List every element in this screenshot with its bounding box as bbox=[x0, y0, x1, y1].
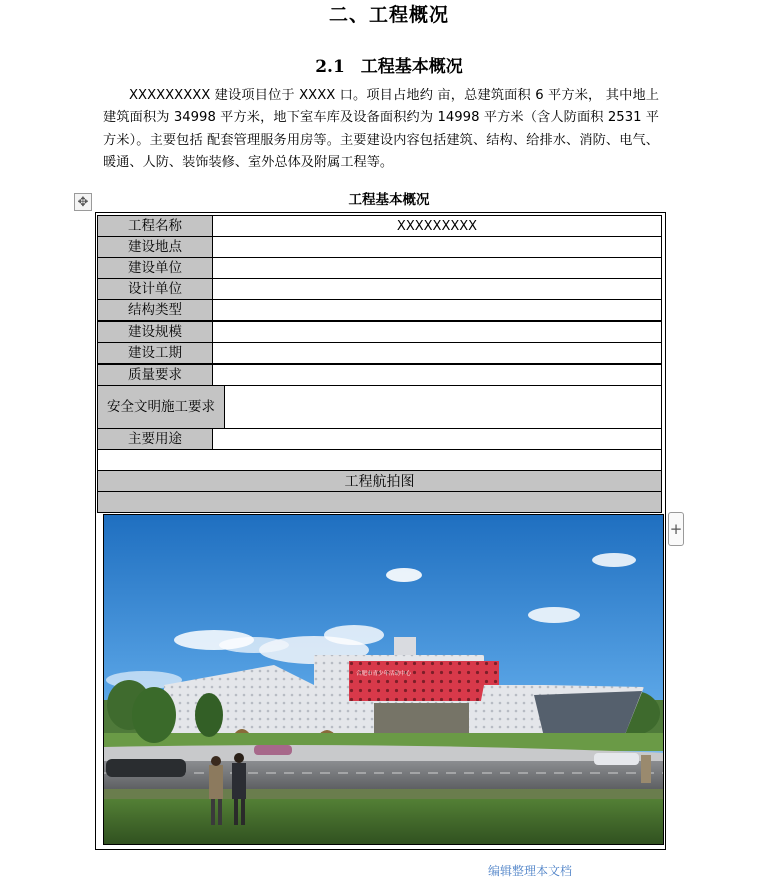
row-label: 建设地点 bbox=[98, 237, 213, 257]
table-row bbox=[97, 321, 662, 343]
table-row bbox=[97, 215, 662, 237]
row-value[interactable] bbox=[213, 322, 661, 342]
section-heading: 二、工程概况 bbox=[328, 4, 449, 26]
overview-paragraph: XXXXXXXXX 建设项目位于 XXXX 口。项目占地约 亩，总建筑面积 6 平方米， 其中地上建筑面积为 34998 平方米，地下室车库及设备面积约为 14998 平方米（含人防面积 2531 平方米）。主要包括 配套管理服务用房等。主要建设内容包括建筑、结构、给排水、消防、电气、暖通、人防、装饰装修、室外总体及附属工程等。 bbox=[103, 88, 659, 170]
row-value[interactable] bbox=[213, 343, 661, 363]
add-row-icon[interactable]: + bbox=[668, 512, 684, 546]
table-row bbox=[97, 236, 662, 258]
table-row bbox=[97, 385, 662, 429]
row-label: 建设工期 bbox=[98, 343, 213, 363]
aerial-title: 工程航拍图 bbox=[344, 474, 415, 490]
table-row bbox=[97, 342, 662, 364]
aerial-title-row bbox=[97, 470, 662, 492]
row-value[interactable] bbox=[213, 279, 661, 299]
row-value[interactable]: XXXXXXXXX bbox=[396, 218, 478, 234]
table-caption: 工程基本概况 bbox=[348, 192, 430, 208]
subsection-title: 工程基本概况 bbox=[360, 57, 463, 77]
row-value[interactable] bbox=[213, 300, 661, 320]
gray-spacer-row bbox=[97, 491, 662, 513]
aerial-rendering-image bbox=[103, 514, 664, 845]
row-label: 结构类型 bbox=[98, 300, 213, 320]
row-value[interactable] bbox=[213, 429, 661, 449]
row-label: 建设规模 bbox=[98, 322, 213, 342]
table-row bbox=[97, 257, 662, 279]
table-row bbox=[97, 278, 662, 300]
row-label: 设计单位 bbox=[98, 279, 213, 299]
subsection-heading bbox=[0, 52, 778, 77]
row-label: 建设单位 bbox=[98, 258, 213, 278]
row-label: 安全文明施工要求 bbox=[98, 386, 225, 428]
row-label: 工程名称 bbox=[98, 216, 213, 236]
row-value[interactable] bbox=[213, 258, 661, 278]
building-sign-text: 合肥市青少年活动中心 bbox=[356, 671, 412, 677]
move-handle-icon[interactable]: ✥ bbox=[74, 193, 92, 211]
row-value[interactable] bbox=[225, 386, 661, 428]
footer-link[interactable]: 编辑整理本文档 bbox=[488, 864, 573, 878]
row-label: 质量要求 bbox=[98, 365, 213, 385]
row-value[interactable] bbox=[213, 237, 661, 257]
table-row bbox=[97, 428, 662, 450]
row-label: 主要用途 bbox=[98, 429, 213, 449]
subsection-number: 2.1 bbox=[315, 57, 345, 77]
blank-row bbox=[97, 449, 662, 471]
table-row bbox=[97, 299, 662, 321]
row-value[interactable] bbox=[213, 365, 661, 385]
table-row bbox=[97, 364, 662, 386]
